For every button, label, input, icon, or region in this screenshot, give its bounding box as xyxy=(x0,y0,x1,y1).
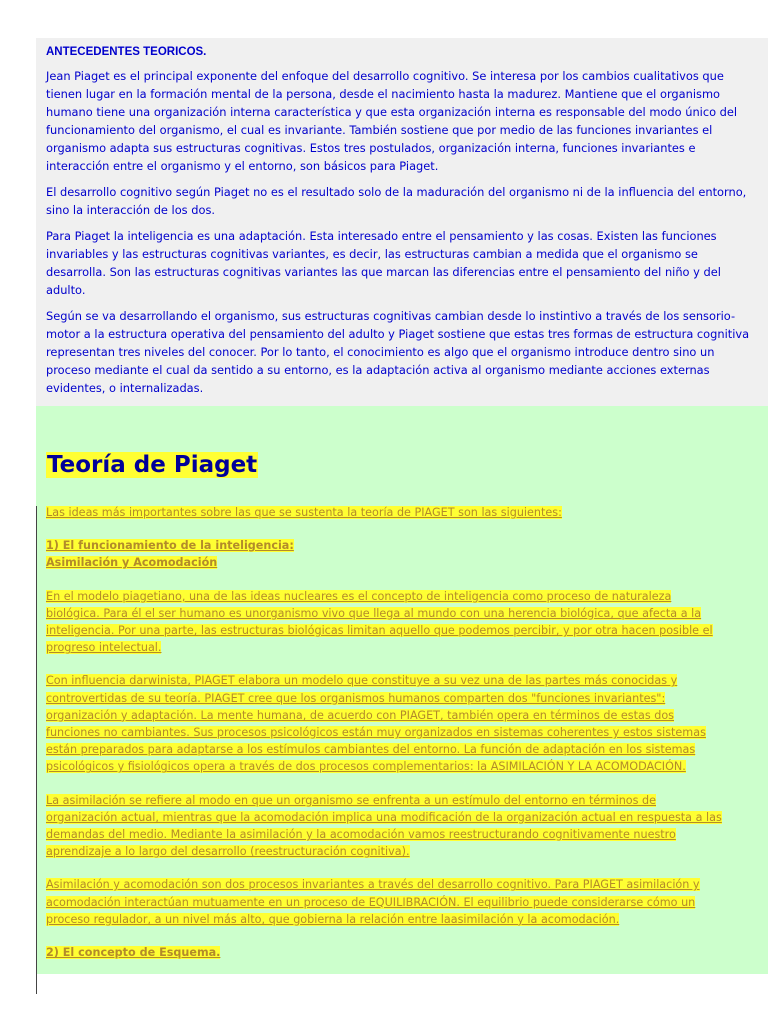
intro-paragraph xyxy=(46,504,722,521)
paragraph: El desarrollo cognitivo según Piaget no es el resultado solo de la maduración del organismo ni de la influencia del entorno, sino la interacción de los dos. xyxy=(46,185,747,217)
highlighted-text: Asimilación y acomodación son dos procesos invariantes a través del desarrollo cognitivo. Para PIAGET asimilación y acomodación interactúan mutuamente en un proceso de EQUILIBRACIÓN. El equilibrio puede considerarse cómo un proceso regulador, a un nivel más alto, que gobierna la relación entre laasimilación y la acomodación. xyxy=(46,878,700,926)
point-heading xyxy=(46,537,722,571)
highlighted-text: En el modelo piagetiano, una de las ideas nucleares es el concepto de inteligencia como proceso de naturaleza biológica. Para él el ser humano es unorganismo vivo que llega al mundo con una herencia biológica, que afecta a la inteligencia. Por una parte, las estructuras biológicas limitan aquello que podemos percibir, y por otra hacen posible el progreso intelectual. xyxy=(46,589,713,655)
highlighted-text: Con influencia darwinista, PIAGET elabora un modelo que constituye a su vez una de las partes más conocidas y controvertidas de su teoría. PIAGET cree que los organismos humanos comparten dos "funciones invariantes": organización y adaptación. La mente humana, de acuerdo con PIAGET, también opera en términos de estas dos funciones no cambiantes. Sus procesos psicológicos están muy organizados en sistemas coherentes y estos sistemas están preparados para adaptarse a los estímulos cambiantes del entorno. La función de adaptación en los sistemas psicológicos y fisiológicos opera a través de dos procesos complementarios: la ASIMILACIÓN Y LA ACOMODACIÓN. xyxy=(46,674,706,774)
point-subtitle: Asimilación y Acomodación xyxy=(46,556,218,570)
highlighted-text: La asimilación se refiere al modo en que un organismo se enfrenta a un estímulo del entorno en términos de organización actual, mientras que la acomodación implica una modificación de la organización actual en respuesta a las demandas del medio. Mediante la asimilación y la acomodación vamos reestructurando cognitivamente nuestro aprendizaje a lo largo del desarrollo (reestructuración cognitiva). xyxy=(46,793,722,859)
paragraph xyxy=(46,588,722,657)
margin-rule xyxy=(36,506,37,994)
paragraph xyxy=(46,792,722,861)
point-title: 1) El funcionamiento de la inteligencia: xyxy=(46,539,294,553)
section-heading: ANTECEDENTES TEORICOS. xyxy=(46,46,207,58)
point-heading xyxy=(46,944,722,961)
teoria-body xyxy=(46,504,722,977)
section-title: Teoría de Piaget xyxy=(47,452,258,478)
paragraph xyxy=(46,876,722,928)
highlighted-text: Las ideas más importantes sobre las que se sustenta la teoría de PIAGET son las siguientes: xyxy=(46,506,562,519)
point-title: 2) El concepto de Esquema. xyxy=(46,946,221,960)
paragraph: Para Piaget la inteligencia es una adaptación. Esta interesado entre el pensamiento y las cosas. Existen las funciones invariables y las estructuras cognitivas variantes, es decir, las estructuras cambian a medida que el organismo se desarrolla. Son las estructuras cognitivas variantes las que marcan las diferencias entre el pensamiento del niño y del adulto. xyxy=(46,229,721,297)
paragraph: Según se va desarrollando el organismo, sus estructuras cognitivas cambian desde lo instintivo a través de los sensorio-motor a la estructura operativa del pensamiento del adulto y Piaget sostiene que estas tres formas de estructura cognitiva representan tres niveles del conocer. Por lo tanto, el conocimiento es algo que el organismo introduce dentro sino un proceso mediante el cual da sentido a su entorno, es la adaptación activa al organismo mediante acciones externas evidentes, o internalizadas. xyxy=(46,309,750,395)
antecedentes-section xyxy=(36,38,768,406)
paragraph xyxy=(46,672,722,775)
paragraph: Jean Piaget es el principal exponente del enfoque del desarrollo cognitivo. Se interesa por los cambios cualitativos que tienen lugar en la formación mental de la persona, desde el nacimiento hasta la madurez. Mantiene que el organismo humano tiene una organización interna característica y que esta organización interna es responsable del modo único del funcionamiento del organismo, el cual es invariante. También sostiene que por medio de las funciones invariantes el organismo adapta sus estructuras cognitivas. Estos tres postulados, organización interna, funciones invariantes e interacción entre el organismo y el entorno, son básicos para Piaget. xyxy=(46,69,738,173)
teoria-section xyxy=(36,406,768,974)
